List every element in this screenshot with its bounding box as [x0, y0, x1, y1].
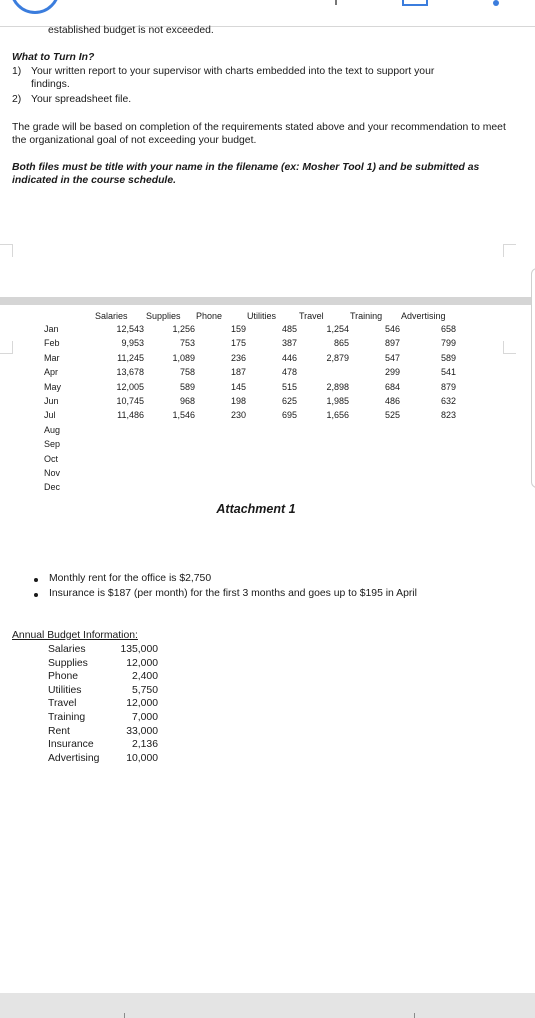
- bullet-item: Monthly rent for the office is $2,750: [49, 573, 212, 584]
- table-cell: 695: [281, 410, 297, 421]
- bullet-icon: [34, 578, 38, 582]
- column-header: Travel: [299, 311, 324, 321]
- table-cell: 1,256: [172, 324, 195, 334]
- bullet-icon: [34, 593, 38, 597]
- budget-item-name: Rent: [48, 725, 70, 737]
- table-cell: 684: [384, 381, 400, 392]
- budget-item-value: 12,000: [126, 657, 158, 669]
- column-header: Phone: [196, 311, 223, 321]
- table-cell: 1,985: [326, 396, 349, 406]
- column-header: Advertising: [401, 311, 446, 321]
- table-cell: 9,953: [121, 338, 144, 349]
- list-number: 2): [12, 94, 22, 105]
- month-label: Apr: [44, 367, 59, 378]
- month-label: Oct: [44, 453, 59, 464]
- list-item: Your written report to your supervisor with charts embedded into the text to support your findings.: [31, 66, 435, 90]
- month-label: Nov: [44, 468, 61, 478]
- budget-item-value: 135,000: [120, 644, 158, 655]
- table-cell: 175: [230, 338, 246, 349]
- month-label: Feb: [44, 338, 60, 349]
- budget-item-value: 2,136: [131, 739, 158, 751]
- month-label: May: [44, 381, 62, 392]
- table-cell: 236: [230, 352, 246, 363]
- toolbar-circle-icon[interactable]: [10, 0, 60, 14]
- table-cell: 541: [440, 367, 456, 378]
- table-cell: 753: [179, 338, 195, 349]
- budget-item-value: 5,750: [131, 684, 158, 696]
- budget-item-name: Insurance: [48, 739, 94, 751]
- toolbar-dot-icon[interactable]: [493, 0, 499, 6]
- table-cell: 865: [333, 338, 349, 349]
- month-label: Dec: [44, 482, 61, 493]
- table-cell: 632: [440, 396, 456, 406]
- table-cell: 525: [384, 410, 400, 421]
- table-cell: 187: [230, 367, 246, 378]
- table-cell: 230: [230, 410, 246, 421]
- table-cell: 658: [440, 324, 456, 334]
- table-cell: 968: [179, 396, 195, 406]
- month-label: Jun: [44, 396, 59, 406]
- budget-item-name: Training: [48, 712, 86, 723]
- footer-mark: [124, 1013, 125, 1018]
- footer-bar: [0, 993, 535, 1018]
- table-cell: 1,656: [326, 410, 349, 421]
- budget-item-name: Advertising: [48, 752, 100, 764]
- budget-item-name: Supplies: [48, 657, 88, 669]
- budget-item-value: 12,000: [126, 698, 158, 710]
- budget-item-value: 2,400: [131, 671, 158, 683]
- list-number: 1): [12, 66, 22, 77]
- footer-mark: [414, 1013, 415, 1018]
- intro-fragment: established budget is not exceeded.: [48, 25, 214, 36]
- table-cell: 11,245: [117, 352, 144, 363]
- table-cell: 12,005: [116, 381, 144, 392]
- month-label: Sep: [44, 439, 61, 450]
- table-cell: 515: [281, 381, 297, 392]
- budget-item-value: 7,000: [131, 712, 158, 723]
- table-cell: 446: [281, 352, 297, 363]
- column-header: Utilities: [247, 311, 277, 321]
- table-cell: 478: [281, 367, 297, 378]
- bullet-item: Insurance is $187 (per month) for the first 3 months and goes up to $195 in April: [49, 588, 417, 599]
- table-cell: 485: [281, 324, 297, 334]
- list-item: Your spreadsheet file.: [31, 94, 132, 105]
- budget-item-name: Travel: [48, 698, 77, 710]
- toolbar-divider: [335, 0, 337, 5]
- table-cell: 13,678: [116, 367, 144, 378]
- files-note: Both files must be title with your name in the filename (ex: Mosher Tool 1) and be submitted as indicated in the course schedule.: [12, 162, 480, 186]
- table-cell: 198: [230, 396, 246, 406]
- budget-title: Annual Budget Information:: [12, 630, 138, 641]
- table-cell: 486: [384, 396, 400, 406]
- page-break: [0, 297, 535, 305]
- table-cell: 625: [281, 396, 297, 406]
- table-cell: 1,254: [326, 324, 349, 334]
- turn-in-heading: What to Turn In?: [12, 52, 95, 63]
- month-label: Jan: [44, 324, 59, 334]
- table-cell: 1,546: [172, 410, 195, 421]
- budget-item-name: Salaries: [48, 644, 86, 655]
- table-cell: 799: [440, 338, 456, 349]
- table-cell: 11,486: [117, 410, 144, 421]
- page-corner-mark: [503, 341, 516, 354]
- table-cell: 546: [384, 324, 400, 334]
- table-cell: 2,879: [326, 352, 349, 363]
- table-cell: 145: [230, 381, 246, 392]
- table-cell: 1,089: [172, 352, 195, 363]
- table-cell: 589: [179, 381, 195, 392]
- table-cell: 589: [440, 352, 456, 363]
- table-cell: 879: [440, 381, 456, 392]
- page-corner-mark: [0, 244, 13, 257]
- table-cell: 897: [384, 338, 400, 349]
- table-cell: 387: [281, 338, 297, 349]
- toolbar-box-icon[interactable]: [402, 0, 428, 6]
- page-corner-mark: [0, 341, 13, 354]
- table-cell: 299: [384, 367, 400, 378]
- table-cell: 547: [384, 352, 400, 363]
- table-cell: 10,745: [116, 396, 144, 406]
- column-header: Training: [350, 311, 383, 321]
- table-cell: 823: [440, 410, 456, 421]
- budget-item-value: 10,000: [126, 752, 158, 764]
- page-corner-mark: [503, 244, 516, 257]
- table-cell: 2,898: [326, 381, 349, 392]
- attachment-label: Attachment 1: [216, 502, 296, 516]
- month-label: Jul: [44, 410, 56, 421]
- month-label: Aug: [44, 424, 61, 435]
- table-cell: 159: [230, 324, 246, 334]
- budget-item-value: 33,000: [126, 725, 158, 737]
- column-header: Supplies: [146, 311, 181, 321]
- column-header: Salaries: [95, 311, 128, 321]
- budget-item-name: Utilities: [48, 684, 82, 696]
- table-cell: 12,543: [116, 324, 144, 334]
- budget-item-name: Phone: [48, 671, 79, 683]
- table-cell: 758: [179, 367, 195, 378]
- grade-paragraph: The grade will be based on completion of the requirements stated above and your recommendation to meet the organizational goal of not exceeding your budget.: [12, 122, 506, 146]
- month-label: Mar: [44, 352, 60, 363]
- side-scroll-panel[interactable]: [531, 268, 535, 488]
